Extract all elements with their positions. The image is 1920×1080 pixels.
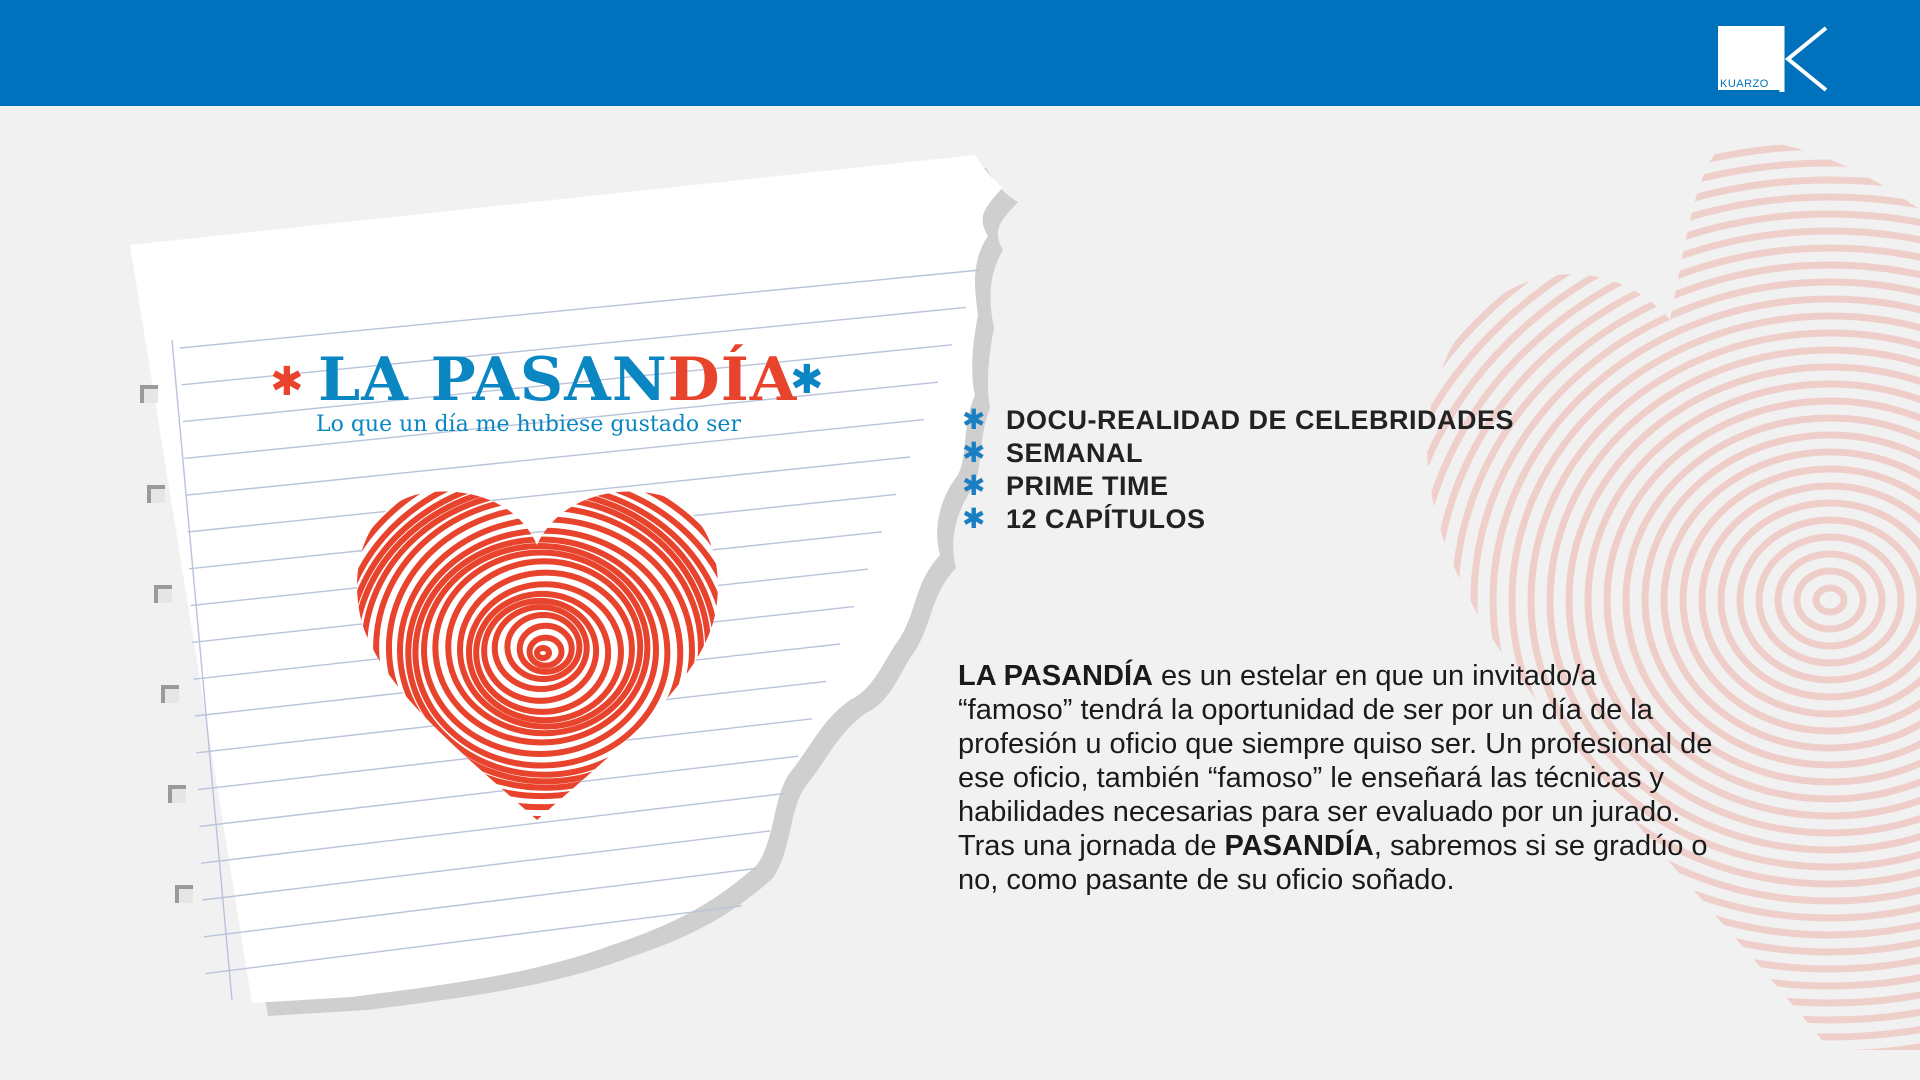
logo-text: KUARZO [1720, 78, 1769, 90]
binder-hole-inner [158, 589, 172, 603]
feature-item [962, 504, 1662, 537]
background-fingerprint-ridge [1816, 588, 1844, 612]
feature-text: SEMANAL [1006, 438, 1143, 468]
feature-item [962, 438, 1662, 471]
feature-list [962, 405, 1662, 537]
asterisk-bullet-icon: ✱ [962, 403, 986, 436]
description-text-2: , sabremos si se gradúo o no, como pasante de su oficio soñado. [958, 830, 1708, 896]
feature-item [962, 471, 1662, 504]
feature-item [962, 405, 1662, 438]
background-fingerprint-ridge [1797, 571, 1863, 629]
top-bar [0, 0, 1920, 106]
asterisk-bullet-icon: ✱ [962, 436, 986, 469]
blue-asterisk-icon: ✱ [790, 357, 824, 403]
description-lead-bold: LA PASANDÍA [958, 660, 1153, 692]
show-tagline: Lo que un día me hubiese gustado ser [316, 412, 741, 437]
feature-text: 12 CAPÍTULOS [1006, 504, 1206, 534]
background-fingerprint-ridge [1740, 520, 1920, 680]
asterisk-bullet-icon: ✱ [962, 469, 986, 502]
feature-text: DOCU-REALIDAD DE CELEBRIDADES [1006, 405, 1515, 435]
red-asterisk-icon: ✱ [270, 359, 304, 405]
binder-hole-inner [165, 689, 179, 703]
kuarzo-logo [1718, 26, 1830, 92]
binder-hole-inner [144, 389, 158, 403]
show-title [318, 345, 797, 415]
logo-k-mark [1778, 26, 1830, 92]
fingerprint-heart-icon [355, 485, 720, 820]
background-fingerprint-heart [1410, 130, 1920, 1050]
asterisk-bullet-icon: ✱ [962, 502, 986, 535]
binder-hole-inner [151, 489, 165, 503]
binder-hole-inner [179, 889, 193, 903]
show-heading [270, 345, 830, 415]
description-text-1: es un estelar en que un invitado/a “famoso” tendrá la oportunidad de ser por un día de la profesión u oficio que siempre quiso ser. Un profesional de ese oficio, también “famoso” le enseñará las técnicas y habilidades necesarias para ser evaluado por un jurado. Tras una jornada de [958, 660, 1713, 862]
description-mid-bold: PASANDÍA [1224, 830, 1374, 862]
background-fingerprint-ridge [1721, 503, 1920, 697]
title-part-red: DÍA [667, 345, 798, 415]
feature-text: PRIME TIME [1006, 471, 1169, 501]
binder-hole-inner [172, 789, 186, 803]
title-part-blue: LA PASAN [318, 345, 668, 415]
show-description [958, 659, 1718, 897]
